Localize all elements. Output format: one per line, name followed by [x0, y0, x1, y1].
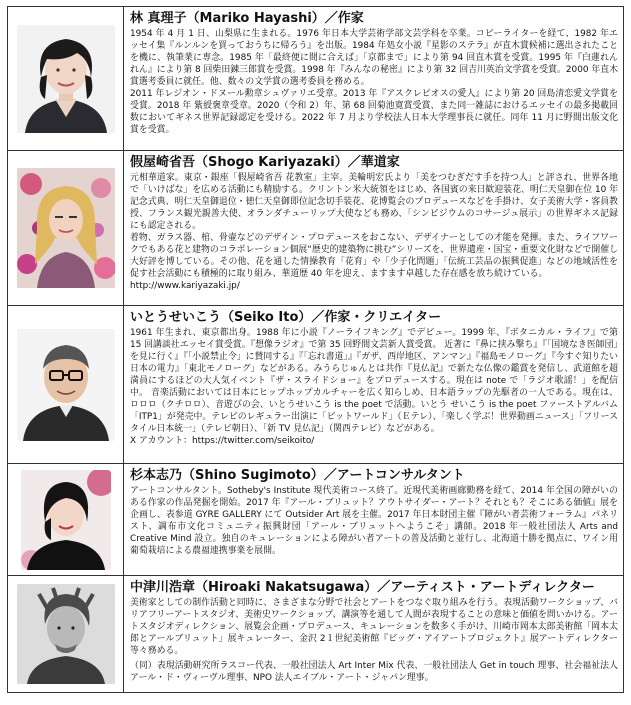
profile-row: [8, 464, 623, 576]
profile-name: 林 真理子（Mariko Hayashi）／作家: [130, 11, 364, 26]
profile-name: 假屋崎省吾（Shogo Kariyazaki）／華道家: [130, 155, 400, 170]
photo-cell: [8, 7, 124, 150]
portrait-photo: [21, 470, 111, 570]
photo-cell: [8, 306, 124, 463]
profile-text: [124, 306, 623, 463]
profile-text: [124, 464, 623, 575]
profile-name: 杉本志乃（Shino Sugimoto）／アートコンサルタント: [130, 468, 465, 483]
profile-bio: 元相華道家。東京・銀座「假屋崎省吾 花教室」主宰。美輪明宏氏より「美をつむぎだす手を持つ人」と評され、世界各地で「いけばな」を広める活動にも精励する。クリントン米大統領をはじめ、各国賓の来日歓迎装花、明仁天皇御在位 10 年記念式典、明仁天皇御退位・徳仁天皇御即位記念切手装花、花博覧会のプロデュースなどを手掛け、女子美術大学・客員教授、フランス観光親善大使、オランダチューリップ大使なども務め、「シンビジウムのコサージュ展示」の世界ギネス記録にも認定される。: [130, 173, 618, 232]
profile-text: [124, 576, 623, 692]
profile-bio: 2011 年レジオン・ドヌール勲章シュヴァリエ受章。2013 年『アスクレピオスの愛人』により第 20 回島清恋愛文学賞を受賞。2018 年 紫綬褒章受章。2020（令和 2）年、第 68 回菊池寛賞受賞、また同一雑誌におけるエッセイの最多掲載回数においてギネス世界記録認定を受ける。2022 年 7 月より学校法人日本大学理事長に就任。同年 11 月に野間出版文化賞を受賞。: [130, 89, 618, 136]
website-link[interactable]: http://www.kariyazaki.jp/: [130, 281, 240, 292]
portrait-photo: [17, 584, 115, 684]
profile-text: [124, 151, 623, 305]
profile-row: [8, 306, 623, 464]
profile-bio: 1954 年 4 月 1 日、山梨県に生まれる。1976 年日本大学芸術学部文芸学科を卒業。コピーライターを経て、1982 年エッセイ集『ルンルンを買っておうちに帰ろう』を出版。1984 年処女小説『星影のステラ』が直木賞候補に選出されたことを機に、執筆業に専念。1985 年「最終便に間に合えば」「京都まで」により第 94 回直木賞を受賞。1995 年『白蓮れんれん』により第 8 回柴田錬三郎賞を受賞。1998 年『みんなの秘密』により第 32 回吉川英治文学賞を受賞。2000 年直木賞選考委員に就任。他、数々の文学賞の選考委員を務める。: [130, 29, 618, 88]
profile-row: [8, 151, 623, 306]
profile-text: [124, 7, 623, 150]
profile-bio: （同）表現活動研究所ラスコー代表、一般社団法人 Art Inter Mix 代表、一般社団法人 Get in touch 理事、社会福祉法人アール・ド・ヴィーヴル理事、NPO 法人エイブル・アート・ジャパン理事。: [130, 661, 618, 684]
profile-bio: 着物、ガラス器、棺、骨壷などのデザイン・プロデュースをおこない、デザイナーとしての才能を発揮。また、ライフワークでもある花と建物のコラボレーション個展“歴史的建築物に挑む”シリーズを、世界遺産・国宝・重要文化財などで開催し大好評を博している。その他、花を通した情操教育「花育」や「少子化問題」「伝統工芸品の振興促進」などの地域活性を促す社会活動にも積極的に取り組み、華道歴 40 年を迎え、ますます卓越した存在感を放ち続けている。: [130, 233, 618, 280]
photo-cell: [8, 464, 124, 575]
profile-name: いとうせいこう（Seiko Ito）／作家・クリエイター: [130, 310, 442, 325]
photo-cell: [8, 151, 124, 305]
portrait-photo: [17, 168, 115, 288]
x-account-link[interactable]: X アカウント：https://twitter.com/seikoito/: [130, 436, 315, 447]
profile-bio: 1961 年生まれ、東京都出身。1988 年に小説『ノーライフキング』でデビュー。1999 年、『ボタニカル・ライフ』で第 15 回講談社エッセイ賞受賞。『想像ラジオ』で第 35 回野間文芸新人賞受賞。 近著に『鼻に挟み撃ち』『「国境なき医師団」を見に行く』『「小説禁止令」に賛同する』『「忘れ書道」』『ガザ、西岸地区、アンマン』『福島モノローグ』『今すぐ知りたい日本の電力』「東北モノローグ」などがある。みうらじゅんとは共作『見仏記』で新たな仏像の鑑賞を発信し、武道館を超満員にするほどの大人気イベント『ザ・スライドショー』をプロデュースする。現在は note で「ラジオ歌謡！」を配信中。 音楽活動においては日本にヒップホップカルチャーを広く知らしめ、日本語ラップの先駆者の一人である。現在は、ロロロ（クチロロ）、音遊びの会、いとうせいこう is the poet で活動。いとう せいこう is the poet ファーストアルバム「ITP1」が発売中。テレビのレギュラー出演に「ビットワールド」（Ｅテレ）、「楽しく学ぶ！世界動画ニュース」「フリースタイル日本統一」（テレビ朝日）、「新 TV 見仏記」（関西テレビ）などがある。: [130, 328, 618, 435]
profile-row: [8, 576, 623, 692]
profiles-table: [7, 6, 624, 693]
profile-bio: 美術家としての制作活動と同時に、さまざまな分野で社会とアートをつなぐ取り組みを行う。表現活動ワークショップ、バリアフリーアートスタジオ、美術史ワークショップ、講演等を通して人間が表現することの意味と価値を問いかける。アートスタジオディレクション、展覧会企画・プロデュース、キュレーションを数多く手がけ、川崎市岡本太郎美術館「岡本太郎とアールブリュット」展キュレーター、金沢 2１世紀美術館『ビッグ・アイアートプロジェクト』展アートディレクター等々務める。: [130, 598, 618, 657]
portrait-photo: [17, 25, 115, 133]
profile-bio: アートコンサルタント。Sotheby's Institute 現代美術コース終了。近現代美術画廊勤務を経て、2014 年全国の障がいのある作家の作品発掘を開始。2017 年『アール・ブリュット？アウトサイダー・アート？それとも？そこにある価値』展を企画し、表参道 GYRE GALLERY にて Outsider Art 展を主催。2017 年日本財団主催『障がい者芸術フォーラム』パネリスト、調布市文化コミュニティ振興財団「アール・ブリュットへようこそ」講師。2018 年一般社団法人 Arts and Creative Mind 設立。独自のキュレーションによる障がい者アートの普及活動と並行し、北海道十勝を拠点に、ワイン用葡萄栽培による農福連携事業を展開。: [130, 486, 618, 557]
portrait-photo: [17, 329, 115, 441]
photo-cell: [8, 576, 124, 692]
profile-name: 中津川浩章（Hiroaki Nakatsugawa）／アーティスト・アートディレクター: [130, 580, 595, 595]
profile-row: [8, 7, 623, 151]
